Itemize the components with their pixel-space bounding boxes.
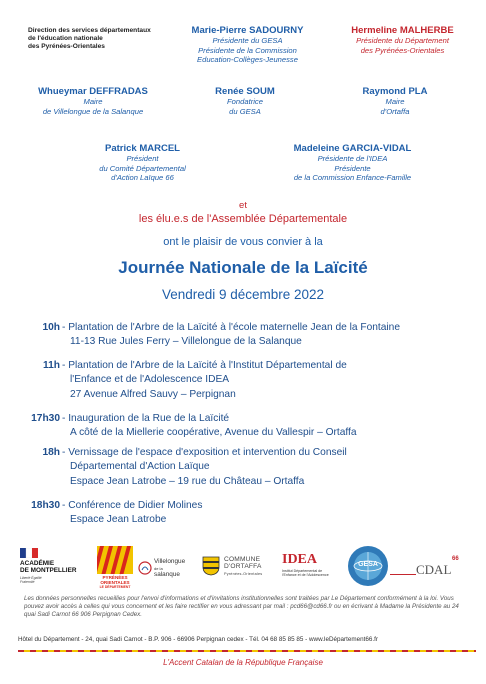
intro-assembly: les élu.e.s de l'Assemblée Départementale	[138, 213, 348, 225]
host-name: Patrick MARCEL	[105, 143, 180, 154]
host-role: des Pyrénées-Orientales	[360, 45, 445, 55]
direction-line: de l'éducation nationale	[28, 35, 103, 42]
idea-line: Institut Départemental de	[282, 569, 323, 573]
program-line: - Conférence de Didier Molines	[62, 500, 203, 511]
cdal-wordmark: CDAL	[416, 562, 452, 577]
host-role: Présidente du Département	[356, 36, 449, 45]
program	[0, 321, 486, 531]
program-time: 18h30	[31, 500, 60, 511]
direction-line: des Pyrénées-Orientales	[28, 43, 105, 50]
host-role: Maire	[385, 97, 405, 106]
program-line: A côté de la Miellerie coopérative, Avenue du Vallespir – Ortaffa	[70, 427, 357, 439]
program-time: 10h	[42, 322, 60, 333]
program-time: 17h30	[31, 413, 60, 424]
villelongue-line: Villelongue	[154, 558, 186, 565]
cdal-number: 66	[452, 556, 459, 562]
logo-ortaffa	[202, 552, 276, 586]
ortaffa-shield-icon	[202, 556, 220, 576]
ortaffa-line: Pyrénées-Orientales	[224, 571, 263, 576]
ortaffa-line: D'ORTAFFA	[224, 563, 262, 571]
program-time: 11h	[43, 360, 60, 371]
host-sadourny	[160, 25, 335, 65]
po-line: PYRÉNÉES	[102, 575, 128, 580]
event-title: Journée Nationale de la Laïcité	[118, 258, 368, 277]
program-line: 27 Avenue Alfred Sauvy – Perpignan	[70, 388, 236, 400]
program-time: 18h	[42, 447, 60, 458]
logo-gesa	[346, 544, 390, 588]
privacy-note: Les données personnelles recueillies pour l'envoi d'informations et d'invitations institutionnelles sont traitées par Le Département conformément à la loi. Vous pouvez avoir accès à celles qui vous concernent et les faire rectifier en vous adressant par mail : pcd66@cd66.fr ou en écrivant à Madame la Présidente au 24 quai Sadi Carnot 66 906 Perpignan Cedex.	[24, 595, 459, 618]
host-name: Madeleine GARCIA-VIDAL	[293, 143, 412, 154]
host-deffradas	[18, 86, 168, 116]
program-line: Espace Jean Latrobe	[70, 514, 167, 526]
logo-idea	[282, 552, 342, 586]
academie-line: ACADÉMIE	[20, 560, 55, 567]
host-role: Fondatrice	[227, 97, 263, 106]
po-line: ORIENTALES	[100, 580, 130, 585]
host-role: Présidente	[334, 163, 371, 173]
logo-pyrenees-orientales	[97, 546, 133, 592]
program-line: - Vernissage de l'espace d'exposition et intervention du Conseil	[62, 447, 347, 458]
logo-cdal	[416, 556, 466, 582]
program-line: l'Enfance et de l'Adolescence IDEA	[70, 374, 230, 386]
academie-line: DE MONTPELLIER	[20, 567, 77, 574]
program-line: - Plantation de l'Arbre de la Laïcité à l'Institut Départemental de	[62, 360, 347, 371]
host-garcia-vidal	[265, 143, 440, 183]
host-pla	[340, 86, 450, 116]
logo-divider	[390, 574, 416, 575]
direction-line: Direction des services départementaux	[28, 27, 151, 34]
address-line: Hôtel du Département - 24, quai Sadi Carnot - B.P. 906 - 66906 Perpignan cedex - Tél. 04 68 85 85 85 - www.leDépartement66.fr	[18, 636, 378, 643]
villelongue-line: salanque	[154, 571, 180, 579]
intro-invite: ont le plaisir de vous convier à la	[163, 236, 323, 248]
idea-wordmark: IDEA	[282, 552, 318, 567]
gesa-label: GESA	[358, 561, 378, 568]
host-role: d'Action Laïque 66	[111, 173, 174, 182]
villelongue-emblem-icon	[138, 561, 152, 575]
host-role: Présidente du GESA	[212, 36, 283, 45]
direction-block	[28, 27, 151, 51]
host-marcel	[75, 143, 210, 183]
host-role: Maire	[83, 97, 103, 106]
catalan-stripes-icon	[97, 546, 133, 574]
host-role: Président	[126, 154, 159, 163]
footer-stripe	[18, 650, 476, 652]
villelongue-line: de la	[154, 565, 163, 571]
po-line: LE DÉPARTEMENT	[99, 585, 131, 589]
event-date: Vendredi 9 décembre 2022	[161, 287, 325, 302]
idea-line: l'Enfance et de l'Adolescence	[282, 573, 329, 578]
host-role: d'Ortaffa	[380, 106, 410, 116]
host-name: Raymond PLA	[362, 86, 428, 97]
academie-motto: Liberté Égalité Fraternité	[20, 576, 42, 584]
host-name: Hermeline MALHERBE	[351, 25, 454, 36]
host-name: Whueymar DEFFRADAS	[38, 86, 148, 97]
program-line: 11-13 Rue Jules Ferry – Villelongue de la Salanque	[70, 336, 302, 348]
program-line: Départemental d'Action Laïque	[70, 461, 210, 473]
tagline: L'Accent Catalan de la République Française	[163, 658, 323, 667]
host-role: Présidente de la Commission	[198, 45, 297, 55]
program-line: - Plantation de l'Arbre de la Laïcité à l'école maternelle Jean de la Fontaine	[62, 322, 401, 333]
host-role: du GESA	[229, 106, 261, 116]
host-malherbe	[330, 25, 475, 55]
host-soum	[190, 86, 300, 116]
program-line: - Inauguration de la Rue de la Laïcité	[62, 413, 230, 424]
logo-academie	[20, 548, 90, 588]
marianne-icon	[20, 548, 38, 558]
host-role: du Comité Départemental	[99, 163, 186, 173]
logo-villelongue	[138, 556, 198, 582]
ortaffa-line: COMMUNE	[224, 556, 261, 563]
program-line: Espace Jean Latrobe – 19 rue du Château – Ortaffa	[70, 475, 305, 487]
host-role: Présidente de l'IDEA	[317, 154, 388, 163]
host-role: Education-Collèges-Jeunesse	[197, 55, 298, 64]
host-name: Marie-Pierre SADOURNY	[191, 25, 304, 36]
host-role: de la Commission Enfance-Famille	[293, 173, 412, 182]
host-name: Renée SOUM	[215, 86, 275, 97]
host-role: de Villelongue de la Salanque	[42, 106, 144, 116]
intro-et: et	[239, 200, 247, 211]
